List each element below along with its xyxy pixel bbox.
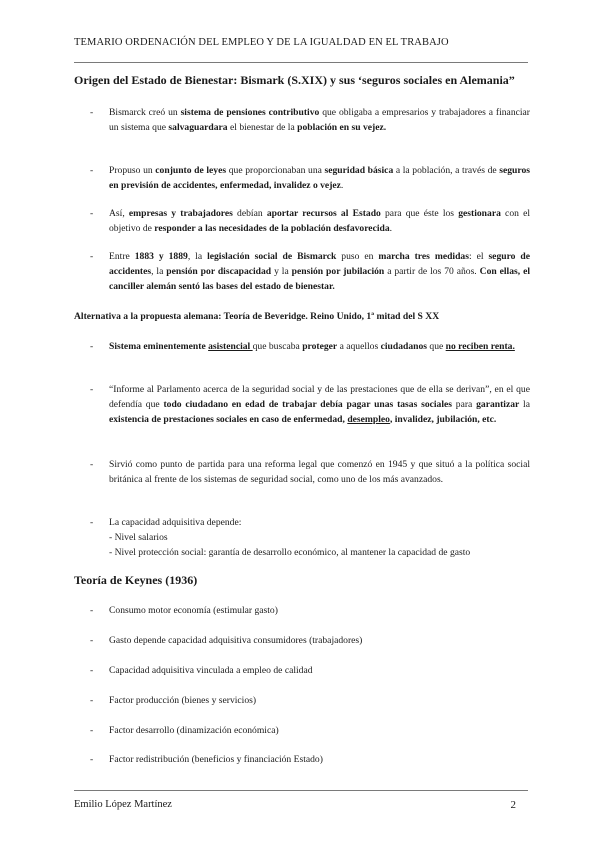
paragraph: Propuso un conjunto de leyes que proporcionaban una seguridad básica a la población, a través de seguros en previsión de accidentes, enfermedad, invalidez o vejez. [109, 165, 530, 191]
section-title-keynes: Teoría de Keynes (1936) [74, 573, 198, 587]
list-bullet: - [90, 754, 94, 765]
list-bullet: - [90, 665, 94, 676]
list-bullet: - [90, 635, 94, 646]
list-bullet: - [90, 517, 94, 528]
section-title-bismarck: Origen del Estado de Bienestar: Bismark (S.XIX) y sus ‘seguros sociales en Alemania” [74, 73, 515, 87]
page-header: TEMARIO ORDENACIÓN DEL EMPLEO Y DE LA IGUALDAD EN EL TRABAJO [74, 37, 449, 48]
paragraph [109, 516, 530, 560]
header-rule [74, 62, 528, 63]
paragraph: Gasto depende capacidad adquisitiva consumidores (trabajadores) [109, 635, 363, 646]
list-bullet: - [90, 341, 94, 352]
list-bullet: - [90, 107, 94, 118]
paragraph: Factor desarrollo (dinamización económica) [109, 725, 279, 736]
paragraph: Así, empresas y trabajadores debían aportar recursos al Estado para que éste los gestionara con el objetivo de responder a las necesidades de la población desfavorecida. [109, 208, 531, 234]
list-bullet: - [90, 384, 94, 395]
list-bullet: - [90, 459, 94, 470]
paragraph: Sistema eminentemente asistencial que buscaba proteger a aquellos ciudadanos que no reciben renta. [109, 341, 515, 352]
list-bullet: - [90, 208, 94, 219]
sub-line: - Nivel protección social: garantía de desarrollo económico, al mantener la capacidad de gasto [109, 546, 471, 558]
list-bullet: - [90, 605, 94, 616]
paragraph: Entre 1883 y 1889, la legislación social de Bismarck puso en marcha tres medidas: el seguro de accidentes, la pensión por discapacidad y la pensión por jubilación a partir de los 70 años. Con ellas, el canciller alemán sentó las bases del estado de bienestar. [109, 251, 531, 292]
paragraph: Bismarck creó un sistema de pensiones contributivo que obligaba a empresarios y trabajadores a financiar un sistema que salvaguardara el bienestar de la población en su vejez. [109, 107, 530, 133]
paragraph: Factor redistribución (beneficios y financiación Estado) [109, 754, 323, 765]
paragraph: “Informe al Parlamento acerca de la seguridad social y de las prestaciones que de ella se derivan”, en el que defendía que todo ciudadano en edad de trabajar debía pagar unas tasas sociales para garantizar la existencia de prestaciones sociales en caso de enfermedad, desempleo, invalidez, jubilación, etc. [109, 384, 530, 425]
footer-rule [74, 790, 528, 791]
list-bullet: - [90, 165, 94, 176]
section-title-beveridge: Alternativa a la propuesta alemana: Teoría de Beveridge. Reino Unido, 1ª mitad del S XX [74, 311, 440, 322]
list-bullet: - [90, 725, 94, 736]
paragraph: Capacidad adquisitiva vinculada a empleo de calidad [109, 665, 313, 676]
paragraph: Factor producción (bienes y servicios) [109, 695, 257, 706]
list-bullet: - [90, 251, 94, 262]
paragraph: Sirvió como punto de partida para una reforma legal que comenzó en 1945 y que situó a la política social británica al frente de los sistemas de seguridad social, como uno de los más avanzados. [109, 459, 530, 485]
list-bullet: - [90, 695, 94, 706]
footer-author: Emilio López Martínez [74, 799, 172, 810]
paragraph: Consumo motor economía (estimular gasto) [109, 605, 278, 616]
sub-line: - Nivel salarios [109, 531, 168, 543]
sub-line: La capacidad adquisitiva depende: [109, 517, 242, 528]
page-number: 2 [510, 799, 516, 811]
